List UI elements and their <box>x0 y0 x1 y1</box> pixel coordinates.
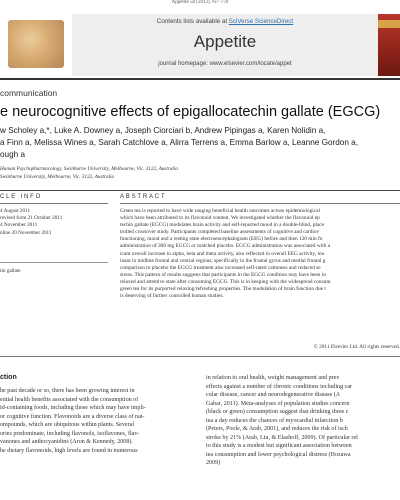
body-line: he dietary flavonoids, high levels are found in numerous <box>0 447 138 454</box>
affiliations <box>0 166 400 181</box>
cover-band <box>378 20 400 28</box>
keywords-rule <box>0 262 108 263</box>
body-line: to this study is a modest but significant association between <box>206 443 352 450</box>
author-line: w Scholey a,*, Luke A. Downey a, Joseph Ciorciari b, Andrew Pipingas a, Karen Nolidin a, <box>0 126 326 135</box>
body-line: 2009) <box>206 460 221 467</box>
affiliation-line: Human Psychopharmacology, Swinburne University, Melbourne, Vic. 3122, Australia <box>0 166 178 172</box>
right-column-text <box>206 374 400 468</box>
abstract-line: techin gallate (EGCG) modulates brain activity and self-reported mood in a double-blind, place <box>120 222 325 229</box>
author-line: ough a <box>0 150 26 159</box>
copyright-notice: © 2011 Elsevier Ltd. All rights reserved. <box>313 344 400 350</box>
abstract-line: relaxed and attentive state after consuming EGCG. This is in keeping with the widespread consum <box>120 278 331 285</box>
left-column-text <box>0 387 193 455</box>
body-line: id-containing foods, including those which may have impli- <box>0 405 146 412</box>
abstract-text <box>120 208 400 300</box>
abstract-line: trolled crossover study. Participants completed baseline assessments of cognitive and cardiov <box>120 229 320 236</box>
journal-cover-image <box>378 14 400 76</box>
body-line: stroke by 21% (Arab, Liu, & Elashoff, 2009). Of particular rel <box>206 434 358 441</box>
body-line: tea a day reduces the chances of myocardial infarction b <box>206 417 343 424</box>
introduction-heading: ction <box>0 374 17 381</box>
contents-line <box>72 18 378 25</box>
sciencedirect-link[interactable]: SciVerse ScienceDirect <box>228 18 294 25</box>
abstract-heading: ABSTRACT <box>120 194 167 200</box>
author-list <box>0 125 400 161</box>
body-line: Gabar, 2011). Meta-analyses of population studies concern <box>206 400 350 407</box>
journal-title: Appetite <box>193 32 257 51</box>
body-line: in relation to oral health, weight management and prev <box>206 375 340 381</box>
abstract-line: green tea for its purported relaxing/refreshing properties. The modulation of brain function due t <box>120 286 326 293</box>
affiliation-divider <box>0 190 400 191</box>
article-history <box>0 208 108 237</box>
journal-header <box>72 14 378 76</box>
body-line: he past decade or so, there has been growing interest in <box>0 388 135 394</box>
history-line: 4 November 2011 <box>0 222 38 229</box>
body-line: (Peters, Poole, & Arab, 2001), and reduces the risk of isch <box>206 426 348 433</box>
article-type: communication <box>0 88 58 98</box>
body-line: ories predominate, including flavonols, isoflavones, flav- <box>0 430 140 437</box>
abstract-line: administration of 300 mg EGCG or matched placebo. EGCG administration was associated with a <box>120 243 331 250</box>
abstract-line: comparison to placebo the EGCG treatment also increased self-rated calmness and reduced se <box>120 264 321 271</box>
body-line: ential health benefits associated with the consumption of <box>0 396 139 403</box>
history-line: nline 20 November 2011 <box>0 229 52 236</box>
body-line: tea consumption and lower psychological distress (Hozawa <box>206 451 351 458</box>
history-line: revised form 21 October 2011 <box>0 215 63 222</box>
abstract-line: icant overall increase in alpha, beta and theta activity, also reflected in overall EEG activity, mo <box>120 250 325 257</box>
contents-prefix: Contents lists available at <box>156 18 229 25</box>
body-line: vanones and anthocyanidins (Aron & Kennedy, 2008). <box>0 439 133 446</box>
body-line: effects against a number of chronic conditions including car <box>206 383 353 390</box>
body-line: ompounds, which are ubiquitous within plants. Several <box>0 422 135 429</box>
body-line: cular disease, cancer and neurodegenerative disease (A <box>206 392 341 399</box>
journal-reference: Appetite 58 (2012) 767–770 <box>171 0 229 5</box>
article-info-rule <box>0 203 108 204</box>
abstract-line: inant in midline frontal and central regions, specifically in the frontal gyrus and medial frontal g <box>120 257 326 264</box>
affiliation-line: Swinburne University, Melbourne, Vic. 3122, Australia <box>0 173 115 180</box>
journal-banner <box>0 14 400 76</box>
elsevier-tree-icon <box>8 20 64 68</box>
history-line: 4 August 2011 <box>0 208 31 214</box>
author-line: a Finn a, Melissa Wines a, Sarah Catchlove a, Alirra Terrens a, Emma Barlow a, Leanne Gordon a, <box>0 138 358 147</box>
journal-homepage[interactable]: journal homepage: www.elsevier.com/locate/appet <box>158 61 292 67</box>
abstract-line: functioning, mood and a resting state electroencephalogram (EEG) before and then 120 min fo <box>120 236 323 243</box>
article-title: e neurocognitive effects of epigallocatechin gallate (EGCG) <box>0 104 381 120</box>
abstract-rule <box>120 203 400 204</box>
publisher-logo <box>0 14 72 76</box>
keyword: tin gallate <box>0 268 21 274</box>
body-divider <box>0 356 400 357</box>
keywords <box>0 268 108 275</box>
abstract-line: which have been attributed to its flavonoid content. We investigated whether the flavonoid ep <box>120 215 320 222</box>
header-divider <box>0 78 400 80</box>
abstract-line: Green tea is reported to have wide ranging beneficial health outcomes across epidemiological <box>120 208 321 214</box>
body-line: or cognitive function. Flavonoids are a diverse class of nat- <box>0 413 145 420</box>
abstract-line: stress. This pattern of results suggests that participants in the EGCG condition may have been in <box>120 271 326 278</box>
body-line: (black or green) consumption suggest that drinking three c <box>206 409 349 416</box>
article-info-heading: CLE INFO <box>0 194 43 200</box>
abstract-line: is deserving of further controlled human studies. <box>120 293 224 300</box>
